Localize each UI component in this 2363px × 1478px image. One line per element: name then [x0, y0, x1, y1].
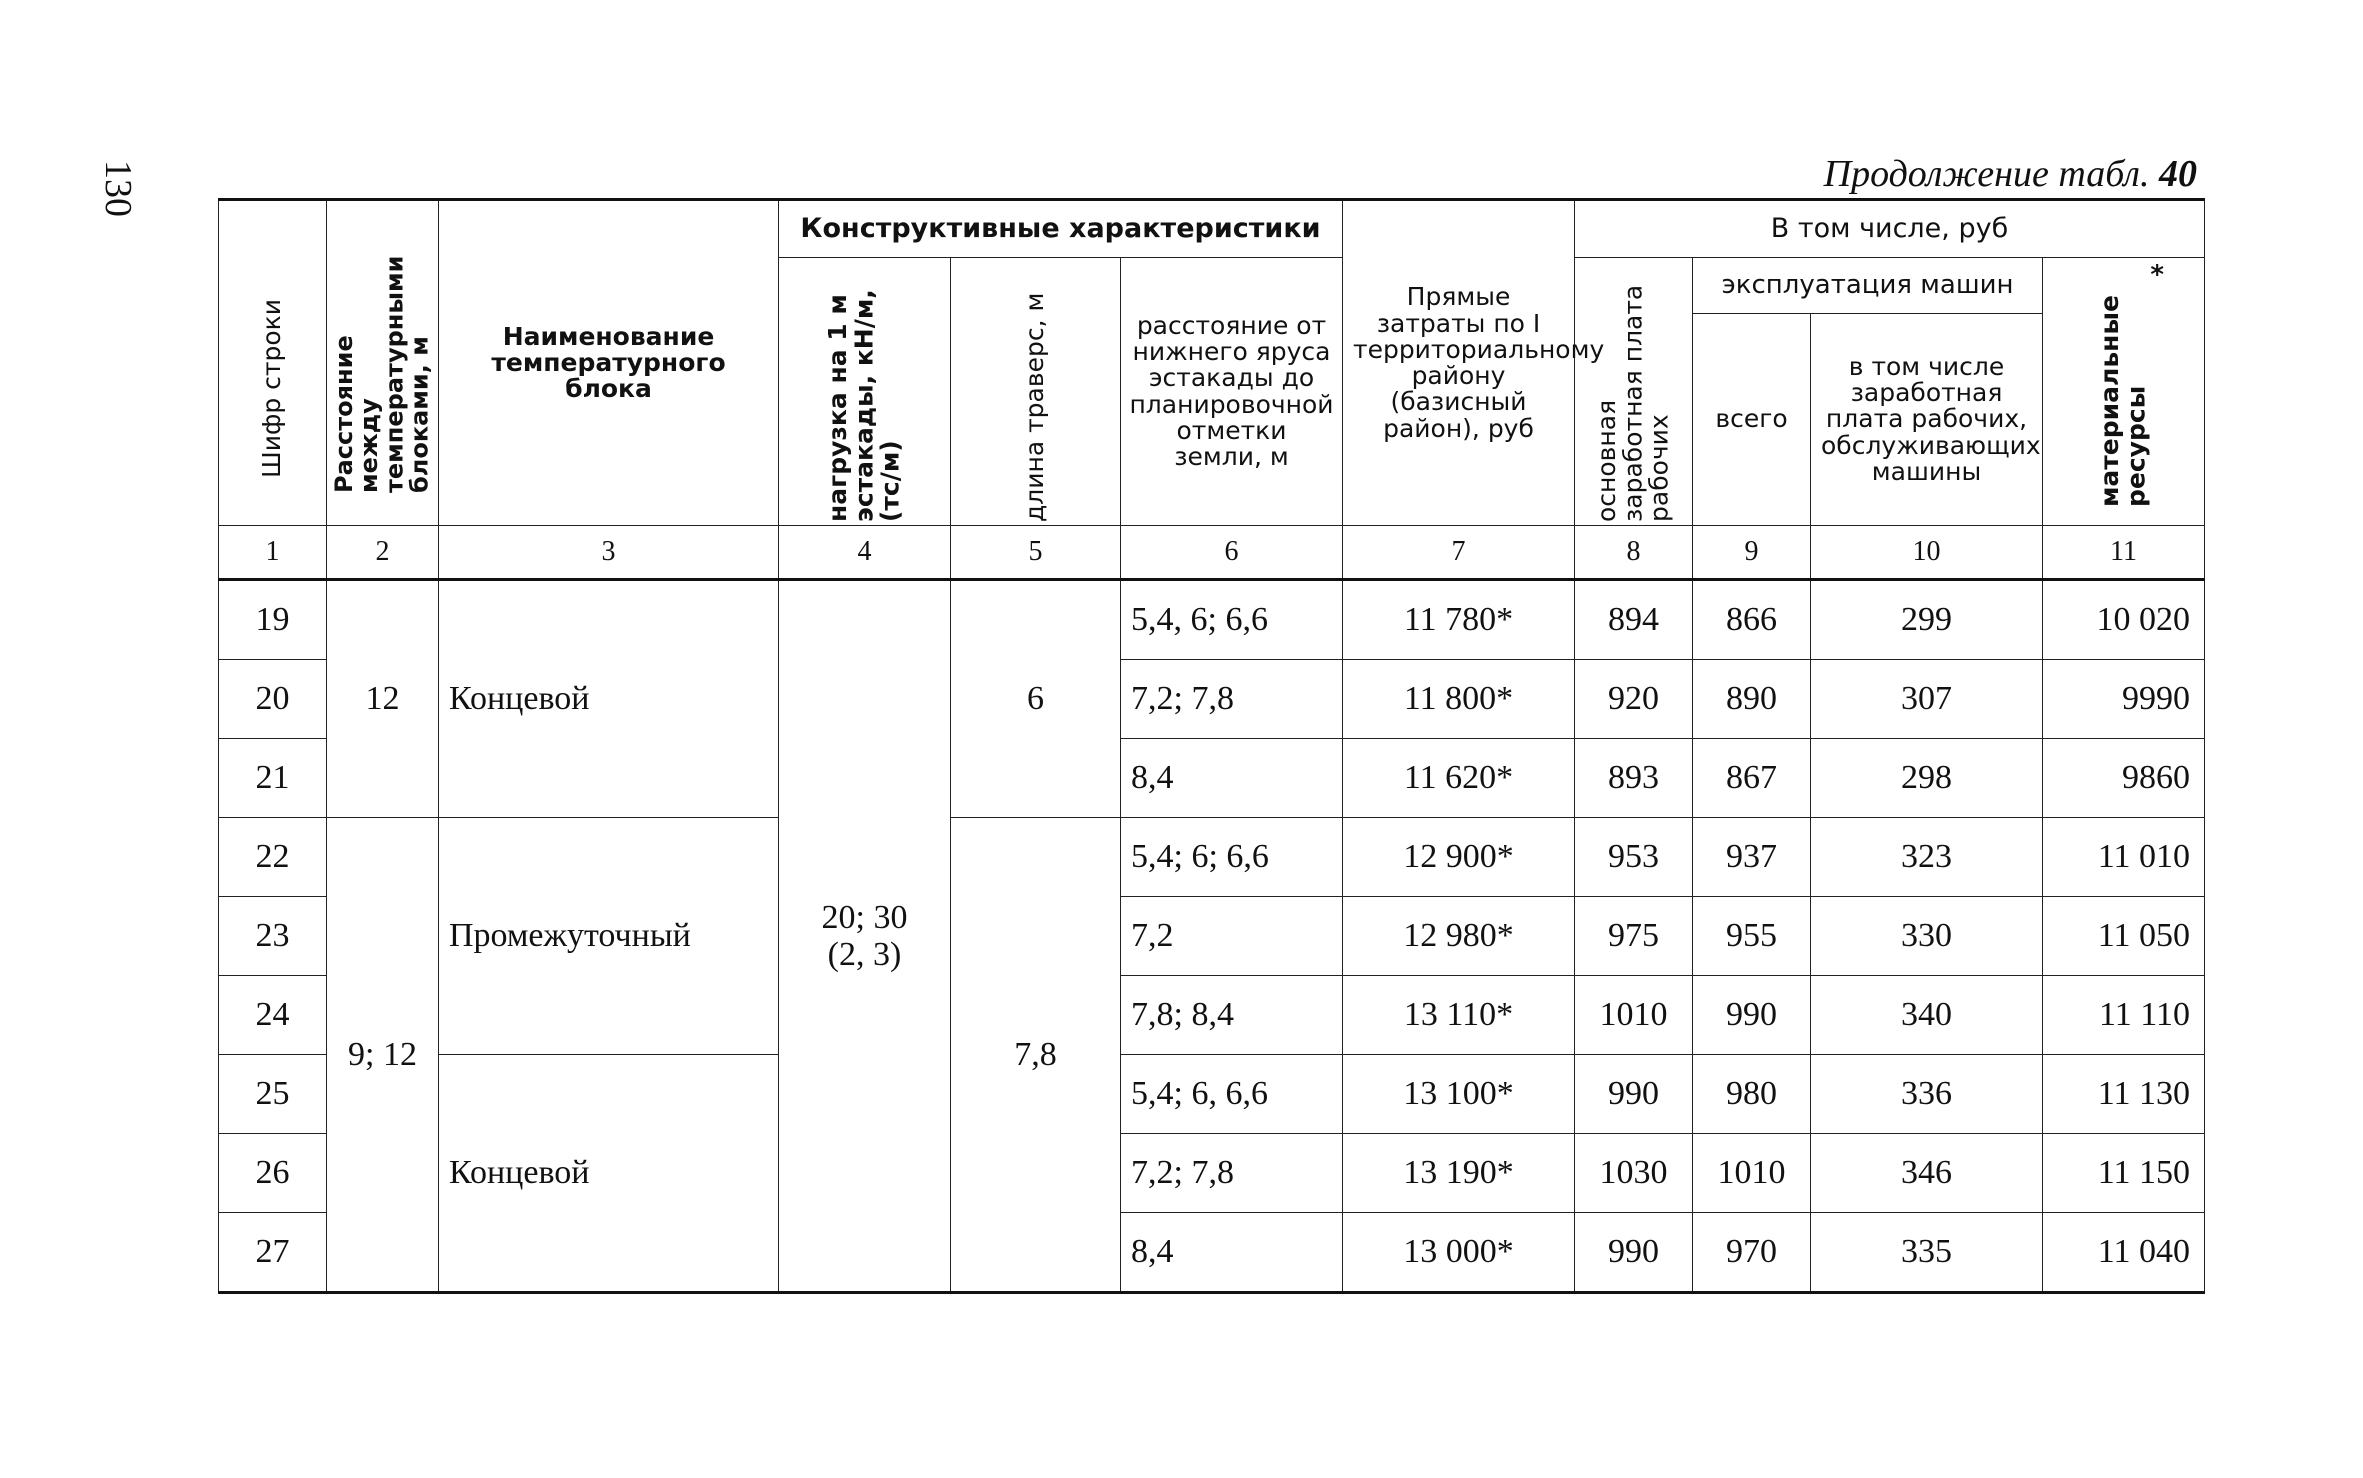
materials-cell: 9860	[2043, 739, 2205, 818]
wage-cell: 920	[1575, 660, 1693, 739]
col-number: 10	[1811, 526, 2043, 580]
wage-cell: 953	[1575, 818, 1693, 897]
block-name-cell: Концевой	[439, 580, 779, 818]
data-table	[218, 198, 2205, 1294]
col-number: 9	[1693, 526, 1811, 580]
wage-cell: 893	[1575, 739, 1693, 818]
materials-cell: 11 110	[2043, 976, 2205, 1055]
direct-cost-cell: 12 900*	[1343, 818, 1575, 897]
header-block-name: Наименование температурного блока	[439, 200, 779, 526]
machines-total-cell: 1010	[1693, 1134, 1811, 1213]
machines-wage-cell: 330	[1811, 897, 2043, 976]
table-title	[1824, 152, 2197, 196]
table-row	[219, 818, 2205, 897]
distance-cell: 9; 12	[327, 818, 439, 1293]
wage-cell: 1010	[1575, 976, 1693, 1055]
height-cell: 8,4	[1121, 1213, 1343, 1293]
load-cell	[779, 580, 951, 1293]
height-cell: 7,8; 8,4	[1121, 976, 1343, 1055]
column-numbers-row	[219, 526, 2205, 580]
block-name-cell: Концевой	[439, 1055, 779, 1293]
header-machines-wage: в том числе заработная плата рабочих, обслуживающих машины	[1811, 314, 2043, 526]
height-cell: 5,4, 6; 6,6	[1121, 580, 1343, 660]
direct-cost-cell: 13 110*	[1343, 976, 1575, 1055]
height-cell: 7,2; 7,8	[1121, 660, 1343, 739]
traverse-cell: 7,8	[951, 818, 1121, 1293]
distance-cell: 12	[327, 580, 439, 818]
header-group-machines: эксплуатация машин	[1693, 258, 2043, 314]
col-number: 3	[439, 526, 779, 580]
machines-wage-cell: 298	[1811, 739, 2043, 818]
load-value-tc: (2, 3)	[827, 936, 902, 973]
height-cell: 7,2; 7,8	[1121, 1134, 1343, 1213]
direct-cost-cell: 13 000*	[1343, 1213, 1575, 1293]
height-cell: 8,4	[1121, 739, 1343, 818]
materials-cell: 11 150	[2043, 1134, 2205, 1213]
wage-cell: 975	[1575, 897, 1693, 976]
col-number: 1	[219, 526, 327, 580]
direct-cost-cell: 11 780*	[1343, 580, 1575, 660]
row-code: 19	[219, 580, 327, 660]
materials-cell: 9990	[2043, 660, 2205, 739]
traverse-cell: 6	[951, 580, 1121, 818]
wage-cell: 894	[1575, 580, 1693, 660]
wage-cell: 990	[1575, 1213, 1693, 1293]
machines-total-cell: 937	[1693, 818, 1811, 897]
header-traverse: длина траверс, м	[951, 258, 1121, 526]
row-code: 24	[219, 976, 327, 1055]
header-group-including: В том числе, руб	[1575, 200, 2205, 258]
table-row	[219, 1055, 2205, 1134]
load-value: 20; 30	[821, 898, 908, 936]
machines-total-cell: 890	[1693, 660, 1811, 739]
row-code: 25	[219, 1055, 327, 1134]
machines-wage-cell: 299	[1811, 580, 2043, 660]
machines-total-cell: 980	[1693, 1055, 1811, 1134]
title-number: 40	[2159, 153, 2197, 195]
materials-cell: 11 130	[2043, 1055, 2205, 1134]
height-cell: 5,4; 6; 6,6	[1121, 818, 1343, 897]
header-wage: основная заработная плата рабочих	[1575, 258, 1693, 526]
materials-cell: 11 050	[2043, 897, 2205, 976]
page-number: 130	[97, 160, 139, 217]
machines-total-cell: 970	[1693, 1213, 1811, 1293]
height-cell: 7,2	[1121, 897, 1343, 976]
header-code: Шифр строки	[219, 200, 327, 526]
col-number: 7	[1343, 526, 1575, 580]
wage-cell: 990	[1575, 1055, 1693, 1134]
header-load: нагрузка на 1 м эстакады, кН/м, (тс/м)	[779, 258, 951, 526]
row-code: 27	[219, 1213, 327, 1293]
materials-cell: 11 040	[2043, 1213, 2205, 1293]
direct-cost-cell: 12 980*	[1343, 897, 1575, 976]
col-number: 4	[779, 526, 951, 580]
block-name-cell: Промежуточный	[439, 818, 779, 1055]
machines-total-cell: 955	[1693, 897, 1811, 976]
machines-wage-cell: 346	[1811, 1134, 2043, 1213]
direct-cost-cell: 11 620*	[1343, 739, 1575, 818]
machines-wage-cell: 307	[1811, 660, 2043, 739]
machines-total-cell: 867	[1693, 739, 1811, 818]
materials-cell: 10 020	[2043, 580, 2205, 660]
title-prefix: Продолжение табл.	[1823, 153, 2150, 195]
col-number: 8	[1575, 526, 1693, 580]
direct-cost-cell: 13 190*	[1343, 1134, 1575, 1213]
header-machines-total: всего	[1693, 314, 1811, 526]
row-code: 20	[219, 660, 327, 739]
materials-cell: 11 010	[2043, 818, 2205, 897]
row-code: 21	[219, 739, 327, 818]
col-number: 5	[951, 526, 1121, 580]
row-code: 22	[219, 818, 327, 897]
header-materials: * материальные ресурсы	[2043, 258, 2205, 526]
machines-wage-cell: 323	[1811, 818, 2043, 897]
table-row	[219, 580, 2205, 660]
direct-cost-cell: 13 100*	[1343, 1055, 1575, 1134]
col-number: 11	[2043, 526, 2205, 580]
machines-wage-cell: 336	[1811, 1055, 2043, 1134]
materials-mark: *	[2150, 260, 2165, 290]
wage-cell: 1030	[1575, 1134, 1693, 1213]
direct-cost-cell: 11 800*	[1343, 660, 1575, 739]
height-cell: 5,4; 6, 6,6	[1121, 1055, 1343, 1134]
machines-wage-cell: 340	[1811, 976, 2043, 1055]
col-number: 6	[1121, 526, 1343, 580]
machines-total-cell: 866	[1693, 580, 1811, 660]
machines-total-cell: 990	[1693, 976, 1811, 1055]
machines-wage-cell: 335	[1811, 1213, 2043, 1293]
header-distance: Расстояние между температурными блоками, м	[327, 200, 439, 526]
col-number: 2	[327, 526, 439, 580]
header-direct-costs: Прямые затраты по I территориальному району (базисный район), руб	[1343, 200, 1575, 526]
row-code: 26	[219, 1134, 327, 1213]
row-code: 23	[219, 897, 327, 976]
header-height: расстояние от нижнего яруса эстакады до планировочной отметки земли, м	[1121, 258, 1343, 526]
header-group-constructive: Конструктивные характеристики	[779, 200, 1343, 258]
